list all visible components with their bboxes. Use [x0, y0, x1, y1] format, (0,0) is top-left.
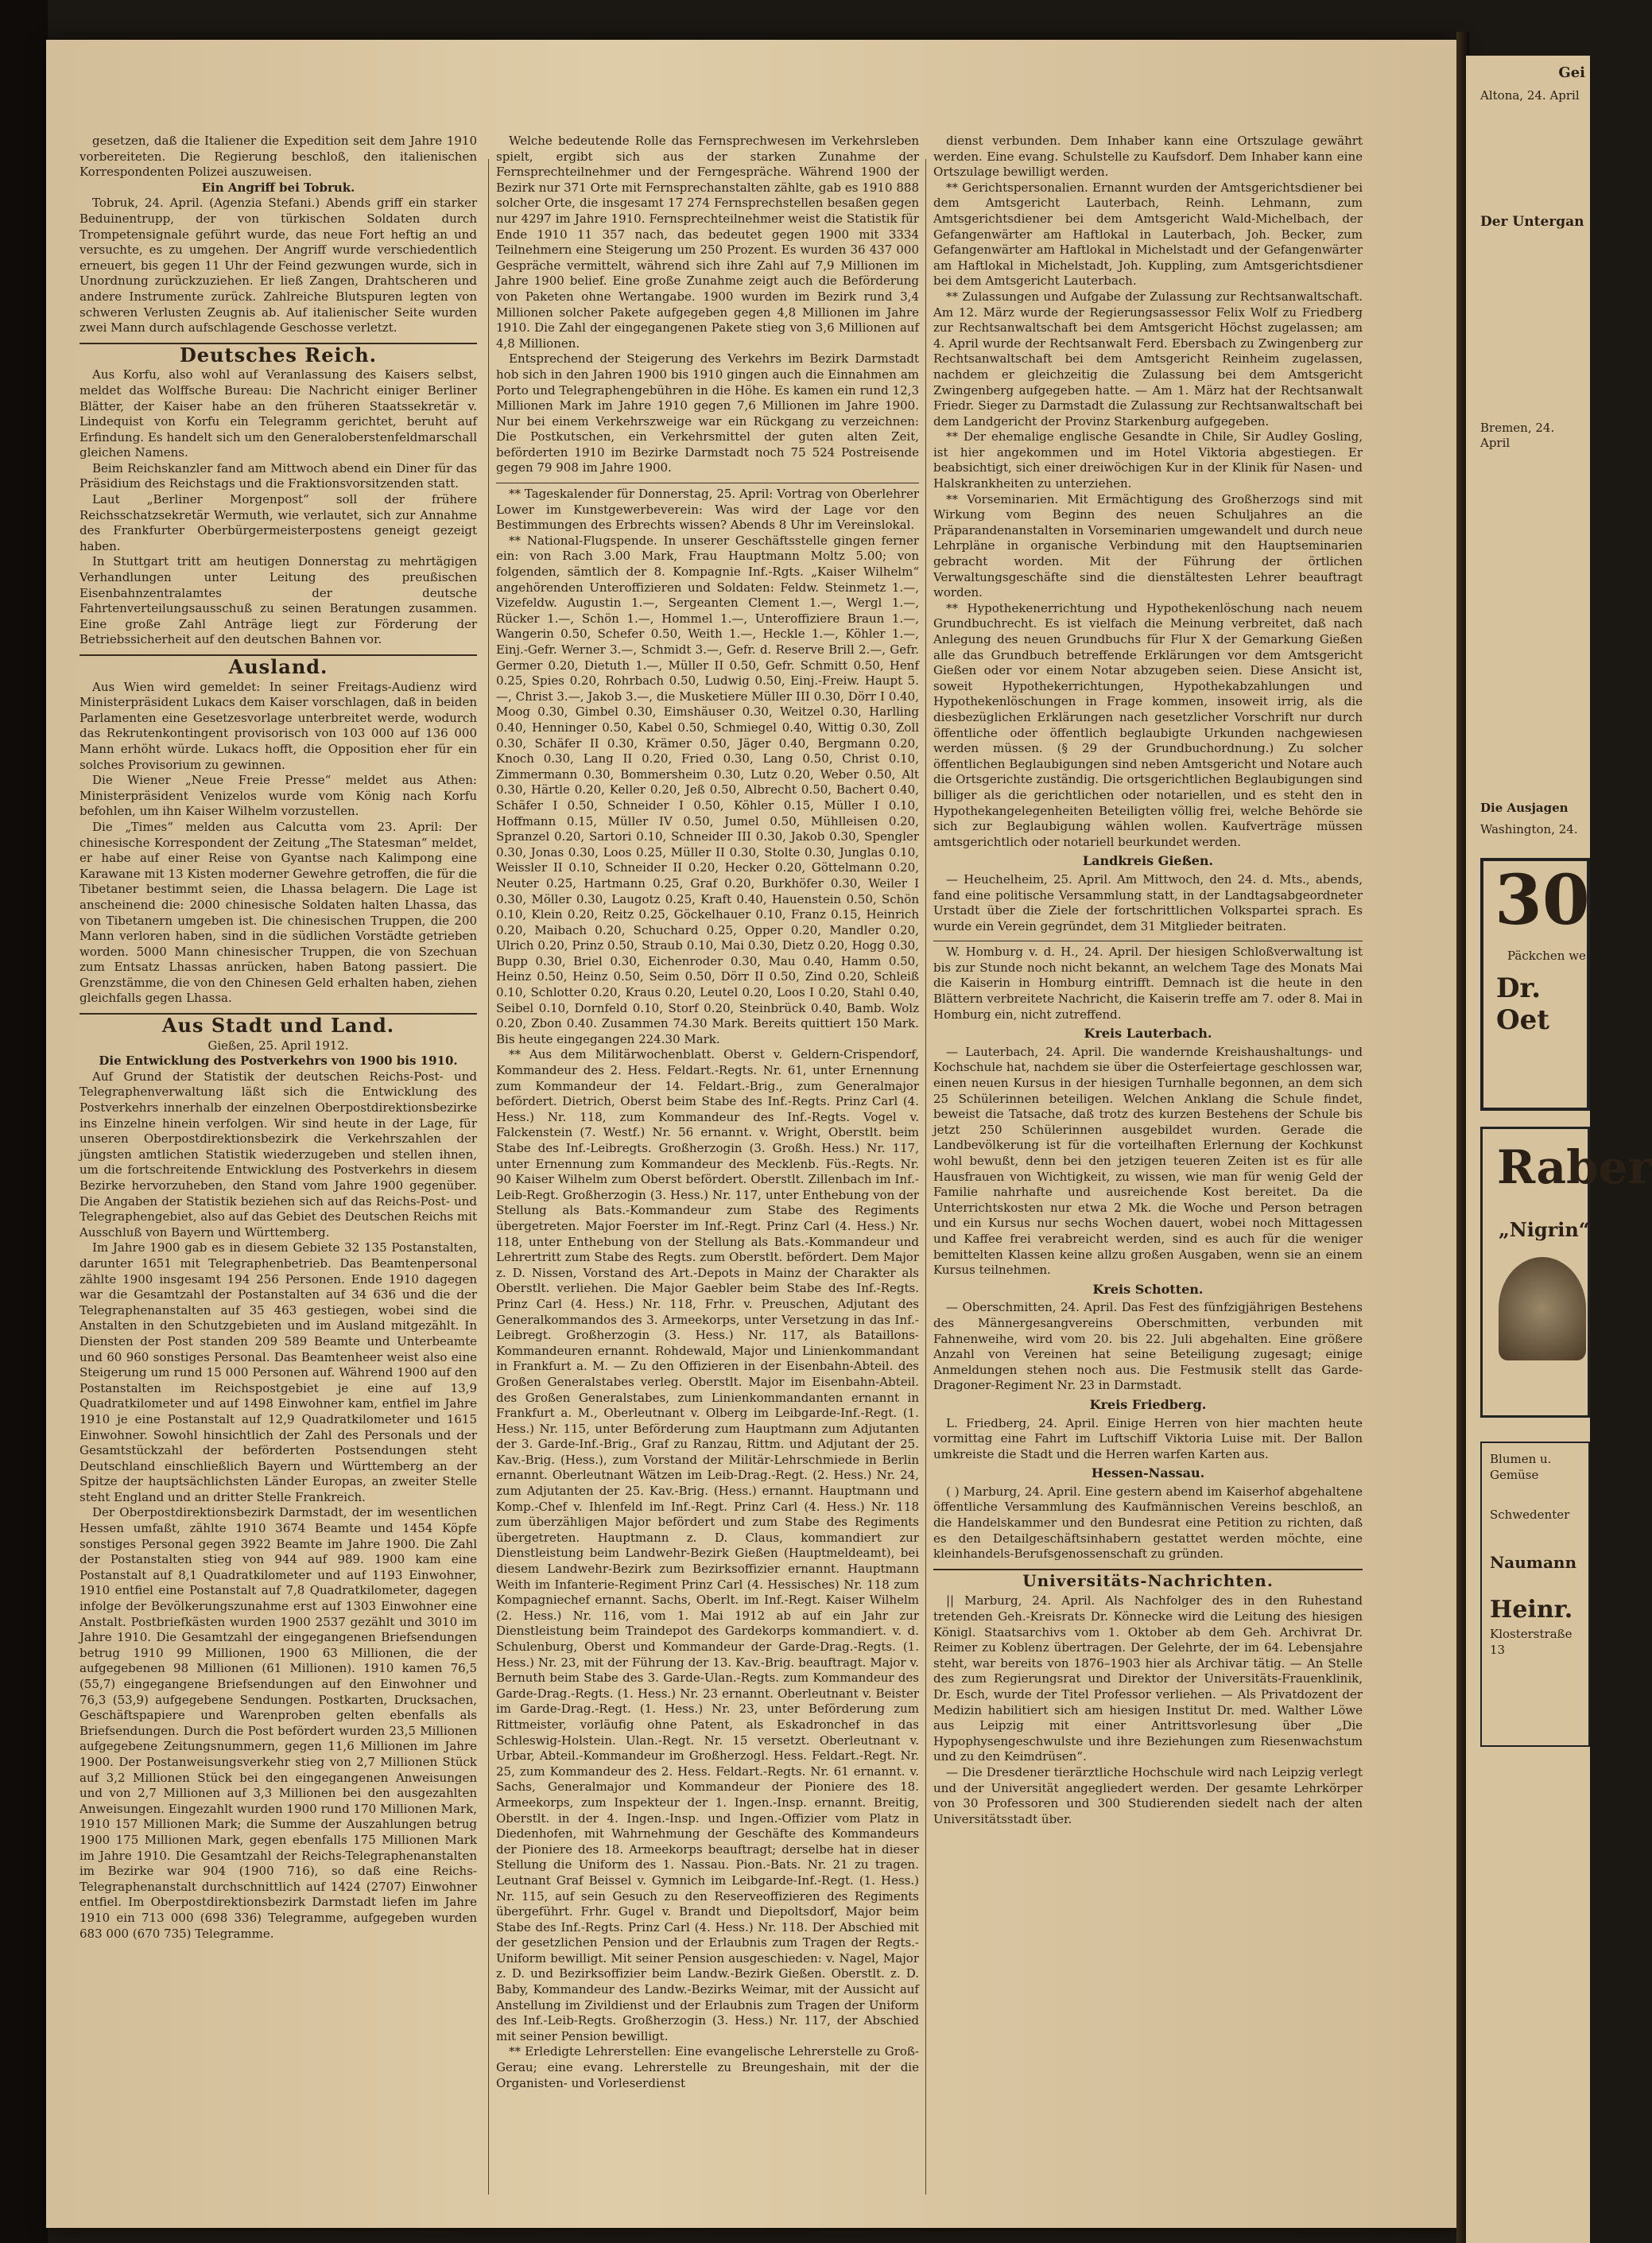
fragment-heading: Gei [1558, 64, 1585, 81]
ad-number: 30 [1495, 860, 1590, 941]
fragment-text: Washington, 24. [1480, 822, 1578, 836]
adjacent-page [1466, 56, 1652, 2243]
advertisement-box [1480, 858, 1590, 1111]
fragment-spacer [1480, 103, 1585, 215]
article-text: dienst verbunden. Dem Inhaber kann eine Ortszulage gewährt werden. Eine evang. Schulstelle zu Kaufsdorf. Dem Inhaber kann eine Ortszulage bewilligt werden. [933, 134, 1363, 180]
section-heading-ausland: Ausland. [228, 655, 328, 678]
article-text: Der Oberpostdirektionsbezirk Darmstadt, der im wesentlichen Hessen umfaßt, zählte 1910 3674 Beamte und 1454 Köpfe sonstiges Personal gegen 3922 Beamte im Jahre 1900. Die Zahl der Postanstalten stieg von 944 auf 989. 1900 kam eine Postanstalt auf 8,1 Quadratkilometer und auf 1193 Einwohner, 1910 entfiel eine Postanstalt auf 7,8 Quadratkilometer, dagegen infolge der Bevölkerungszunahme erst auf 1303 Einwohner eine Anstalt. Postbriefkästen wurden 1900 2537 gezählt und 3010 im Jahre 1910. Die Gesamtzahl der eingegangenen Briefsendungen betrug 1910 99 Millionen, 1900 63 Millionen, die der aufgegebenen 98 Millionen (61 Millionen). 1910 kamen 76,5 (55,7) eingegangene Briefsendungen auf den Einwohner und 76,3 (53,9) aufgegebene Sendungen. Postkarten, Drucksachen, Geschäftspapiere und Warenproben gelten ebenfalls als Briefsendungen. Durch die Post befördert wurden 23,5 Millionen aufgegebene Zeitungsnummern, gegen 11,6 Millionen im Jahre 1900. Der Postanweisungsverkehr stieg von 2,7 Millionen Stück auf 3,2 Millionen Stück bei den eingegangenen Anweisungen und von 2,7 Millionen auf 3,3 Millionen bei den ausgezahlten Anweisungen. Eingezahlt wurden 1900 rund 170 Millionen Mark, 1910 157 Millionen Mark; die Summe der Auszahlungen betrug 1900 175 Millionen Mark, gegen ebenfalls 175 Millionen Mark im Jahre 1910. Die Gesamtzahl der Reichs-Telegraphenanstalten im Bezirke war 904 (1900 716), so daß eine Reichs-Telegraphenanstalt durchschnittlich auf 1424 (2707) Einwohner entfiel. Im Oberpostdirektionsbezirk Darmstadt liefen im Jahre 1910 ein 713 000 (698 336) Telegramme, aufgegeben wurden 683 000 (670 735) Telegramme. [79, 1505, 477, 1941]
adjacent-page-text [1466, 56, 1590, 837]
ad-brand: „Nigrin“ [1499, 1218, 1590, 1241]
article-text: ** Gerichtspersonalien. Ernannt wurden der Amtsgerichtsdiener bei dem Amtsgericht Lauterbach, Reinh. Lehmann, zum Amtsgerichtsdiener bei dem Amtsgericht Wald-Michelbach, der Gefangenwärter am Haftlokal in Lauterbach, Joh. Becker, zum Gefangenwärter am Haftlokal in Michelstadt und der Gefangenwärter am Haftlokal in Michelstadt, Joh. Kuppling, zum Amtsgerichtsdiener bei dem Amtsgericht Lauterbach. [933, 180, 1363, 289]
article-text: — Die Dresdener tierärztliche Hochschule wird nach Leipzig verlegt und der Universität angegliedert werden. Der gesamte Lehrkörper von 30 Professoren und 300 Studierenden siedelt nach der alten Universitätsstadt über. [933, 1764, 1363, 1826]
ad-text: Klosterstraße 13 [1490, 1627, 1573, 1657]
ad-text: Päckchen we [1507, 949, 1586, 963]
column-1 [79, 134, 477, 1942]
fragment-text: Bremen, 24. April [1480, 421, 1555, 450]
article-text: Laut „Berliner Morgenpost“ soll der frühere Reichsschatzsekretär Wermuth, wie verlautet, sich zur Annahme des Frankfurter Oberbürgermeisterpostens geneigt gezeigt haben. [79, 492, 477, 553]
article-text: Die Wiener „Neue Freie Presse“ meldet aus Athen: Ministerpräsident Venizelos wurde vom König nach Korfu befohlen, um ihn Kaiser Wilhelm vorzustellen. [79, 773, 477, 819]
article-text: Auf Grund der Statistik der deutschen Reichs-Post- und Telegraphenverwaltung läßt sich die Entwicklung des Postverkehrs innerhalb der einzelnen Oberpostdirektionsbezirke ins Einzelne hinein verfolgen. Wir sind heute in der Lage, für unseren Oberpostdirektionsbezirk die Verkehrszahlen der jüngsten amtlichen Statistik wiederzugeben und stellen ihnen, um die fortschreitende Entwicklung des Postverkehrs in diesem Bezirke hervorzuheben, den Stand vom Jahre 1900 gegenüber. Die Angaben der Statistik beziehen sich auf das Reichs-Post- und Telegraphengebiet, also auf das Gebiet des Deutschen Reichs mit Ausschluß von Bayern und Württemberg. [79, 1069, 477, 1240]
article-text: Tobruk, 24. April. (Agenzia Stefani.) Abends griff ein starker Beduinentrupp, der von türkischen Soldaten durch Trompetensignale geführt wurde, das neue Fort heftig an und versuchte, es zu umgehen. Der Angriff wurde verschiedentlich erneuert, bis gegen 11 Uhr der Feind gezwungen wurde, sich in Unordnung zurückzuziehen. Er ließ Zangen, Drahtscheren und andere Instrumente zurück. Zahlreiche Blutspuren legten von schweren Verlusten Zeugnis ab. Auf italienischer Seite wurden zwei Mann durch aufschlagende Geschosse verletzt. [79, 196, 477, 336]
article-text: Die „Times“ melden aus Calcutta vom 23. April: Der chinesische Korrespondent der Zeitung „The Statesman“ meldet, er habe auf einer Reise von Gyantse nach Kalimpong eine Karawane mit 13 Kisten moderner Gewehre getroffen, die für die Tibetaner bestimmt seien, die Lhassa belagern. Die Lage ist anscheinend die: 2000 chinesische Soldaten halten Lhassa, das von Tibetanern umgeben ist. Die chinesischen Truppen, die 200 Mann verloren haben, sind in die südlichen Vorstädte getrieben worden. 5000 Mann chinesischer Truppen, die von Szechuan zum Entsatz Lhassas anrücken, haben Batong passiert. Die Grenzstämme, die von den Chinesen Geld erhalten haben, ziehen gleichfalls gegen Lhassa. [79, 819, 477, 1006]
article-text: Beim Reichskanzler fand am Mittwoch abend ein Diner für das Präsidium des Reichstags und die Fraktionsvorsitzenden statt. [79, 460, 477, 491]
section-heading-stadt-und-land: Aus Stadt und Land. [161, 1014, 395, 1038]
article-text: Aus Wien wird gemeldet: In seiner Freitags-Audienz wird Ministerpräsident Lukacs dem Kaiser vorschlagen, daß in beiden Parlamenten eine Gesetzesvorlage unterbreitet werde, wodurch das Rekrutenkontingent provisorisch von 103 000 auf 136 000 Mann erhöht würde. Lukacs hofft, die Opposition eher für ein solches Provisorium zu gewinnen. [79, 679, 477, 772]
ad-text: Heinr. [1490, 1596, 1573, 1624]
fragment-heading: Die Ausjagen [1480, 801, 1569, 815]
article-text: gesetzen, daß die Italiener die Expedition seit dem Jahre 1910 vorbereiteten. Die Regierung beschloß, den italienischen Korrespondenten Polizei auszuweisen. [79, 134, 477, 180]
article-text: || Marburg, 24. April. Als Nachfolger des in den Ruhestand tretenden Geh.-Kreisrats Dr. Könnecke wird die Leitung des hiesigen Königl. Staatsarchivs vom 1. Oktober ab dem Geh. Archivrat Dr. Reimer zu Koblenz übertragen. Der Gelehrte, der im 64. Lebensjahre steht, war bereits von 1876–1903 hier als Archivar tätig. — An Stelle des zum Regierungsrat und Direktor der Universitäts-Frauenklinik, Dr. Esch, wurde der Titel Professor verliehen. — Als Privatdozent der Medizin habilitiert sich am hiesigen Institut Dr. med. Walther Löwe aus Leipzig mit einer Antrittsvorlesung über „Die Hypophysengeschwulste und ihre Beziehungen zum Riesenwachstum und zu den Keimdrüsen“. [933, 1593, 1363, 1764]
article-text: — Heuchelheim, 25. April. Am Mittwoch, den 24. d. Mts., abends, fand eine politische Versammlung statt, in der Landtagsabgeordneter Urstadt über die Ziele der fortschrittlichen Volkspartei sprach. Es wurde ein Verein gegründet, dem 31 Mitglieder beitraten. [933, 871, 1363, 933]
advertisement-box [1480, 1127, 1652, 1418]
section-divider [933, 1569, 1363, 1570]
ad-text: Naumann [1490, 1553, 1576, 1572]
article-text: ** National-Flugspende. In unserer Geschäftsstelle gingen ferner ein: von Rach 3.00 Mark, Frau Hauptmann Moltz 5.00; von folgenden, sämtlich der 8. Kompagnie Inf.-Rgts. „Kaiser Wilhelm“ angehörenden Unteroffizieren und Soldaten: Feldw. Steinmetz 1.—, Vizefeldw. Augustin 1.—, Sergeanten Clement 1.—, Wergl 1.—, Rücker 1.—, Schön 1.—, Hommel 1.—, Unteroffiziere Braun 1.—, Wangerin 0.50, Schefer 0.50, Weith 1.—, Heckle 1.—, Köhler 1.—, Einj.-Gefr. Werner 3.—, Schmidt 3.—, Gefr. d. Reserve Brill 2.—, Gefr. Germer 0.20, Dietuth 1.—, Müller II 0.50, Gefr. Schmitt 0.50, Henf 0.25, Spies 0.20, Rohrbach 0.50, Ludwig 0.50, Einj.-Freiw. Haupt 5.—, Christ 3.—, Jakob 3.—, die Musketiere Müller III 0.30, Dörr I 0.40, Moog 0.30, Gimbel 0.30, Eimshäuser 0.30, Weitzel 0.30, Harlling 0.40, Henninger 0.50, Kabel 0.50, Schmiegel 0.40, Wittig 0.30, Zoll 0.30, Schäfer II 0.30, Krämer 0.50, Jäger 0.40, Bergmann 0.20, Knoch 0.30, Lang II 0.20, Fried 0.30, Lang 0.50, Christ 0.10, Zimmermann 0.30, Bommersheim 0.30, Lutz 0.20, Weber 0.50, Alt 0.30, Härtle 0.20, Keller 0.20, Jeß 0.50, Albrecht 0.50, Bachert 0.40, Schäfer I 0.50, Schneider I 0.50, Köhler 0.15, Müller I 0.10, Hoffmann 0.15, Müller IV 0.50, Jumel 0.50, Mühlleisen 0.20, Spranzel 0.20, Sartori 0.10, Schneider III 0.30, Jakob 0.30, Spengler 0.30, Jonas 0.30, Loos 0.25, Müller II 0.30, Stolte 0.30, Junglas 0.10, Weissler II 0.10, Schneider II 0.20, Hecker 0.20, Göttelmann 0.20, Neuter 0.25, Hartmann 0.25, Graf 0.20, Burkhöfer 0.30, Weiler I 0.30, Möller 0.30, Laugotz 0.25, Kraft 0.40, Hauenstein 0.50, Schön 0.10, Klein 0.20, Reitz 0.25, Göckelhauer 0.10, Franz 0.15, Heinrich 0.20, Maibach 0.20, Schuchard 0.25, Opper 0.20, Mandler 0.20, Ulrich 0.20, Prinz 0.50, Straub 0.10, Mai 0.30, Dietz 0.20, Hogg 0.30, Bupp 0.30, Briel 0.30, Eichenroder 0.30, Mau 0.40, Hamm 0.50, Heinz 0.50, Heinz 0.50, Seim 0.50, Dörr II 0.50, Zind 0.20, Schleiß 0.10, Schlotter 0.20, Kraus 0.20, Leutel 0.20, Loos I 0.20, Stahl 0.40, Seibel 0.10, Dornfeld 0.10, Storf 0.20, Steinbrück 0.40, Bamb. Wolz 0.20, Zbon 0.40. Zusammen 74.30 Mark. Bereits quittiert 150 Mark. Bis heute eingegangen 224.30 Mark. [496, 533, 919, 1046]
article-text: ** Erledigte Lehrerstellen: Eine evangelische Lehrerstelle zu Groß-Gerau; eine evang. Lehrerstelle zu Breungeshain, mit der die Organisten- und Vorleserdienst [496, 2044, 919, 2090]
fragment-heading: Der Untergan [1480, 214, 1584, 230]
article-text: — Lauterbach, 24. April. Die wandernde Kreishaushaltungs- und Kochschule hat, nachdem sie über die Osterfeiertage geschlossen war, einen neuen Kursus in der hiesigen Turnhalle begonnen, an dem sich 25 Schülerinnen beteiligen. Welchen Anklang die Schule findet, beweist die Tatsache, daß trotz des kurzen Bestehens der Schule bis jetzt 250 Schülerinnen ausgebildet wurden. Gerade die Landbevölkerung ist für die vorteilhaften Erlernung der Kochkunst wohl bewußt, denn bei den jetzigen teueren Zeiten ist es für alle Hausfrauen von Wichtigkeit, zu wissen, wie man für wenig Geld der Familie nahrhafte und ausreichende Kost bereitet. Da die Unterrichtskosten nur etwa 2 Mk. die Woche und Person betragen und ein Kursus nur sechs Wochen dauert, wobei noch Mittagessen und Kaffee frei verabreicht werden, sind es auch für die weniger bemittelten Klassen keine allzu großen Ausgaben, wenn sie an einem Kursus teilnehmen. [933, 1044, 1363, 1278]
subsection-heading: Kreis Lauterbach. [1084, 1026, 1212, 1042]
article-text: — Oberschmitten, 24. April. Das Fest des fünfzigjährigen Bestehens des Männergesangvereins Oberschmitten, verbunden mit Fahnenweihe, wird vom 20. bis 22. Juli abgehalten. Eine größere Anzahl von Vereinen hat seine Beteiligung zugesagt; einige Anmeldungen stehen noch aus. Die Festmusik stellt das Garde-Dragoner-Regiment Nr. 23 in Darmstadt. [933, 1300, 1363, 1393]
article-text: Welche bedeutende Rolle das Fernsprechwesen im Verkehrsleben spielt, ergibt sich aus der starken Zunahme der Fernsprechteilnehmer und der Ferngespräche. Während 1900 der Bezirk nur 371 Orte mit Fernsprechanstalten zählte, gab es 1910 888 solcher Orte, die insgesamt 17 274 Fernsprechstellen besaßen gegen nur 4297 im Jahre 1910. Fernsprechteilnehmer weist die Statistik für Ende 1910 11 357 nach, das bedeutet gegen 1900 mit 3334 Teilnehmern eine Steigerung um 250 Prozent. Es wurden 36 437 000 Gespräche vermittelt, während sich ihre Zahl auf 7,9 Millionen im Jahre 1900 belief. Eine große Zunahme zeigt auch die Beförderung von Paketen ohne Wertangabe. 1900 wurden im Bezirk rund 3,4 Millionen solcher Pakete aufgegeben gegen 4,8 Millionen im Jahre 1910. Die Zahl der eingegangenen Pakete stieg von 3,6 Millionen auf 4,8 Millionen. [496, 134, 919, 351]
article-text: ** Vorseminarien. Mit Ermächtigung des Großherzogs sind mit Wirkung vom Beginn des neuen Schuljahres an die Präparandenanstalten in Vorseminarien umgewandelt und durch neue Lehrpläne in organische Verbindung mit den Hauptseminarien gebracht worden. Mit der Führung der örtlichen Verwaltungsgeschäfte sind die dienstältesten Lehrer beauftragt worden. [933, 491, 1363, 600]
subsection-heading: Kreis Friedberg. [1089, 1396, 1207, 1412]
column-3 [933, 134, 1363, 1827]
fragment-spacer [1480, 230, 1585, 421]
article-text: Im Jahre 1900 gab es in diesem Gebiete 32 135 Postanstalten, darunter 1651 mit Telegraphenbetrieb. Das Beamtenpersonal zählte 1900 insgesamt 194 256 Personen. Ende 1910 dagegen war die Gesamtzahl der Postanstalten auf 34 636 und die der Telegraphenanstalten auf 35 463 gestiegen, wobei sind die Anstalten in den Schutzgebieten und im Ausland mitgezählt. In Diensten der Post standen 209 589 Beamte und Unterbeamte und 60 960 sonstiges Personal. Das Beamtenheer weist also eine Steigerung um rund 15 000 Personen auf. Während 1900 auf den Postanstalten im Reichspostgebiet je eine auf 13,9 Quadratkilometer und auf 1498 Einwohner kam, entfiel im Jahre 1910 je eine Postanstalt auf 12,9 Quadratkilometer und 1615 Einwohner. Sowohl hinsichtlich der Zahl des Personals und der Gesamtstückzahl der beförderten Postsendungen steht Deutschland einschließlich Bayern und Württemberg an der Spitze der hauptsächlichsten Länder Europas, an zweiter Stelle steht England und an dritter Stelle Frankreich. [79, 1240, 477, 1504]
subsection-heading: Landkreis Gießen. [1082, 853, 1214, 869]
article-heading: Die Entwicklung des Postverkehrs von 1900 bis 1910. [99, 1054, 458, 1069]
ad-image-placeholder [1499, 1257, 1586, 1360]
article-text: ** Der ehemalige englische Gesandte in Chile, Sir Audley Gosling, ist hier angekommen und im Hotel Viktoria abgestiegen. Er beabsichtigt, sich einer dreiwöchigen Kur in der Klinik für Nasen- und Halskrankheiten zu unterziehen. [933, 429, 1363, 491]
column-rule [925, 159, 926, 2194]
article-heading: Ein Angriff bei Tobruk. [201, 180, 355, 195]
column-2 [496, 134, 919, 2091]
dateline: Gießen, 25. April 1912. [207, 1038, 349, 1053]
ad-brand: Dr. Oet [1496, 972, 1549, 1036]
ad-text: Schwedenter [1490, 1508, 1570, 1522]
fragment-text: Altona, 24. April [1480, 88, 1580, 103]
subsection-heading: Kreis Schotten. [1092, 1281, 1204, 1297]
article-text: ( ) Marburg, 24. April. Eine gestern abend im Kaiserhof abgehaltene öffentliche Versammlung des Kaufmännischen Vereins beschloß, an die Handelskammer und den Bundesrat eine Petition zu richten, daß es den Detailgeschäftsinhabern gestattet werden möchte, eine kleinhandels-Berufsgenossenschaft zu gründen. [933, 1484, 1363, 1562]
article-text: Aus Korfu, also wohl auf Veranlassung des Kaisers selbst, meldet das Wolffsche Bureau: Die Nachricht einiger Berliner Blätter, der Kaiser habe an den früheren Staatssekretär v. Lindequist von Korfu ein Telegramm gerichtet, beruht auf Erfindung. Es handelt sich um den Generaloberstenfeldmarschall gleichen Namens. [79, 367, 477, 460]
article-text: In Stuttgart tritt am heutigen Donnerstag zu mehrtägigen Verhandlungen unter Leitung des preußischen Eisenbahnzentralamtes der deutsche Fahrtenverteilungsausschuß zu seinen Beratungen zusammen. Eine große Zahl Anträge liegt zur Förderung der Betriebssicherheit auf den deutschen Bahnen vor. [79, 554, 477, 647]
ad-headline: Raber [1497, 1140, 1652, 1194]
subsection-heading: Hessen-Nassau. [1091, 1465, 1205, 1481]
ad-text: Blumen u. Gemüse [1490, 1452, 1552, 1482]
article-text: W. Homburg v. d. H., 24. April. Der hiesigen Schloßverwaltung ist bis zur Stunde noch nicht bekannt, an welchem Tage des Monats Mai die Kaiserin in Homburg eintrifft. Demnach ist die heute in den Blättern verbreitete Nachricht, die Kaiserin treffe am 7. oder 8. Mai in Homburg ein, nicht zutreffend. [933, 945, 1363, 1022]
article-text: ** Tageskalender für Donnerstag, 25. April: Vortrag von Oberlehrer Lower im Kunstgewerbeverein: Was wird der Lage vor den Bestimmungen des Erbrechts wissen? Abends 8 Uhr im Vereinslokal. [496, 487, 919, 533]
column-rule [488, 159, 489, 2194]
advertisement-box [1480, 1442, 1590, 1747]
article-text: L. Friedberg, 24. April. Einige Herren von hier machten heute vormittag eine Fahrt im Luftschiff Viktoria Luise mit. Der Ballon umkreiste die Stadt und die Herren warfen Karten aus. [933, 1415, 1363, 1461]
section-heading-universitaet: Universitäts-Nachrichten. [1022, 1570, 1274, 1590]
article-text: Entsprechend der Steigerung des Verkehrs im Bezirk Darmstadt hob sich in den Jahren 1900 bis 1910 gingen auch die Einnahmen am Porto und Telegraphengebühren in die Höhe. Es kamen ein rund 12,3 Millionen Mark im Jahre 1910 gegen 7,6 Millionen im Jahre 1900. Nur bei einem Verkehrszweige war ein Rückgang zu verzeichnen: Die Postkutschen, ein Verkehrsmittel der guten alten Zeit, beförderten 1910 im Bezirke Darmstadt noch 75 524 Postreisende gegen 79 908 im Jahre 1900. [496, 351, 919, 475]
article-text: ** Zulassungen und Aufgabe der Zulassung zur Rechtsanwaltschaft. Am 12. März wurde der Regierungsassessor Felix Wolf zu Friedberg zur Rechtsanwaltschaft bei dem Amtsgericht Höchst zugelassen; am 4. April wurde der Rechtsanwalt Ferd. Ebersbach zu Zwingenberg zur Rechtsanwaltschaft bei dem Amtsgericht Reinheim zugelassen, nachdem er gleichzeitig die Zulassung bei dem Amtsgericht Zwingenberg aufgegeben hatte. — Am 1. März hat der Rechtsanwalt Friedr. Sieger zu Darmstadt die Zulassung zur Rechtsanwaltschaft bei dem Landgericht der Provinz Starkenburg aufgegeben. [933, 289, 1363, 429]
fragment-spacer [1480, 451, 1585, 801]
section-heading-deutsches-reich: Deutsches Reich. [179, 343, 378, 367]
newspaper-page [46, 40, 1461, 2228]
article-text: ** Aus dem Militärwochenblatt. Oberst v. Geldern-Crispendorf, Kommandeur des 2. Hess. Feldart.-Regts. Nr. 61, unter Ernennung zum Kommandeur der 14. Feldart.-Brig., zum Generalmajor befördert. Dietrich, Oberst beim Stabe des Inf.-Regts. Prinz Carl (4. Hess.) Nr. 118, zum Kommandeur des Inf.-Regts. Vogel v. Falckenstein (7. Westf.) Nr. 56 ernannt. v. Wright, Oberstlt. beim Stabe des Inf.-Leibregts. Großherzogin (3. Großh. Hess.) Nr. 117, unter Ernennung zum Kommandeur des Mecklenb. Füs.-Regts. Nr. 90 Kaiser Wilhelm zum Oberst befördert. Oberstlt. Zillenbach im Inf.-Leib-Regt. Großherzogin (3. Hess.) Nr. 117, unter Enthebung von der Stellung als Bats.-Kommandeur zum Stabe des Regiments übergetreten. Major Foerster im Inf.-Regt. Prinz Carl (4. Hess.) Nr. 118, unter Enthebung von der Stellung als Bats.-Kommandeur und Lehrertritt zum Stabe des Regts. zum Oberstlt. befördert. Dem Major z. D. Nissen, Vorstand des Art.-Depots in Mainz der Charakter als Oberstlt. verliehen. Die Major Gaebler beim Stabe des Inf.-Regts. Prinz Carl (4. Hess.) Nr. 118, Frhr. v. Preuschen, Adjutant des Generalkommandos des 3. Armeekorps, unter Versetzung in das Inf.-Leibregt. Großherzogin (3. Hess.) Nr. 117, als Bataillons-Kommandeuren ernannt. Rohdewald, Major und Linienkommandant in Frankfurt a. M. — Zu den Offizieren in der Eisenbahn-Abteil. des Großen Generalstabes verleg. Oberstlt. Major im Eisenbahn-Abteil. des Großen Generalstabes, zum Linienkommandanten ernannt in Frankfurt a. M., Oberleutnant v. Olberg im Leibgarde-Inf.-Regt. (1. Hess.) Nr. 115, unter Beförderung zum Hauptmann zum Adjutanten der 3. Garde-Inf.-Brig., Graf zu Ranzau, Rittm. und Adjutant der 25. Kav.-Brig. (Hess.), zum Vorstand der Militär-Lehrschmiede in Berlin ernannt. Oberleutnant Wätzen im Leib-Drag.-Regt. (2. Hess.) Nr. 24, zum Adjutanten der 25. Kav.-Brig. (Hess.) ernannt. Hauptmann und Komp.-Chef v. Ihlenfeld im Inf.-Regt. Prinz Carl (4. Hess.) Nr. 118 zum überzähligen Major befördert und zum Stabe des Regiments übergetreten. Hauptmann z. D. Claus, kommandiert zur Dienstleistung beim Landwehr-Bezirk Gießen (Hauptmeldeamt), bei diesem Landwehr-Bezirk zum Bezirksoffizier ernannt. Hauptmann Weith im Infanterie-Regiment Prinz Carl (4. Hessisches) Nr. 118 zum Kompagniechef ernannt. Sachs, Oberlt. im Inf.-Regt. Kaiser Wilhelm (2. Hess.) Nr. 116, vom 1. Mai 1912 ab auf ein Jahr zur Dienstleistung beim Traindepot des Gardekorps kommandiert. v. d. Schulenburg, Oberst und Kommandeur der Garde-Drag.-Regts. (1. Hess.) Nr. 23, mit der Führung der 13. Kav.-Brig. beauftragt. Major v. Bernuth beim Stabe des 3. Garde-Ulan.-Regts. zum Kommandeur des Garde-Drag.-Regts. (1. Hess.) Nr. 23 ernannt. Oberleutnant v. Beister im Garde-Drag.-Regt. (1. Hess.) Nr. 23, unter Beförderung zum Rittmeister, vorläufig ohne Patent, als Eskadronchef in das Schleswig-Holstein. Ulan.-Regt. Nr. 15 versetzt. Oberleutnant v. Urbar, Abteil.-Kommandeur im Großherzogl. Hess. Feldart.-Regt. Nr. 25, zum Kommandeur des 2. Hess. Feldart.-Regts. Nr. 61 ernannt. v. Sachs, Generalmajor und Kommandeur der Pioniere des 18. Armeekorps, zum Inspekteur der 1. Ingen.-Insp. ernannt. Breitig, Oberstlt. in der 4. Ingen.-Insp. und Ingen.-Offizier vom Platz in Diedenhofen, mit Wahrnehmung der Geschäfte des Kommandeurs der Pioniere des 18. Armeekorps beauftragt; derselbe hat in dieser Stellung die Uniform des 1. Nassau. Pion.-Bats. Nr. 21 zu tragen. Leutnant Graf Beissel v. Gymnich im Leibgarde-Inf.-Regt. (1. Hess.) Nr. 115, auf sein Gesuch zu den Reserveoffizieren des Regiments übergeführt. Frhr. Gugel v. Brandt und Diepoltsdorf, Major beim Stabe des Inf.-Regts. Prinz Carl (4. Hess.) Nr. 118. Der Abschied mit der gesetzlichen Pension und der Erlaubnis zum Tragen der Regts.-Uniform bewilligt. Mit seiner Pension ausgeschieden: v. Nagel, Major z. D. und Bezirksoffizier beim Landw.-Bezirk Gießen. Oberstlt. z. D. Baby, Kommandeur des Landw.-Bezirks Weimar, mit der Aussicht auf Anstellung im Zivildienst und der Erlaubnis zum Tragen der Uniform des Inf.-Leib-Regts. Großherzogin (3. Hess.) Nr. 117, der Abschied mit seiner Pension bewilligt. [496, 1047, 919, 2043]
article-text: ** Hypothekenerrichtung und Hypothekenlöschung nach neuem Grundbuchrecht. Es ist vielfach die Meinung verbreitet, daß nach Anlegung des neuen Grundbuchs für Flur X der Gemarkung Gießen alle das Grundbuch betreffende Erklärungen vor dem Amtsgericht Gießen oder vor einem Notar abzugeben seien. Diese Ansicht ist, soweit Hypothekerrichtungen, Hypothekabzahlungen und Hypothekenlöschungen in Frage kommen, insoweit irrig, als die diesbezüglichen Erklärungen nach gesetzlicher Vorschrift nur durch öffentliche oder öffentlich beglaubigte Urkunden nachgewiesen werden müssen. (§ 29 der Grundbuchordnung.) Zu solcher öffentlichen Beglaubigungen sind neben Amtsgericht und Notare auch die Ortsgerichte zuständig. Die ortsgerichtlichen Beglaubigungen sind billiger als die gerichtlichen oder notariellen, und es steht den in Hypothekangelegenheiten Beteiligten völlig frei, welche Behörde sie sich zur Beglaubigung wählen wollen. Kaufverträge müssen amtsgerichtlich oder notariell beurkundet werden. [933, 600, 1363, 849]
background-left [0, 0, 48, 2243]
